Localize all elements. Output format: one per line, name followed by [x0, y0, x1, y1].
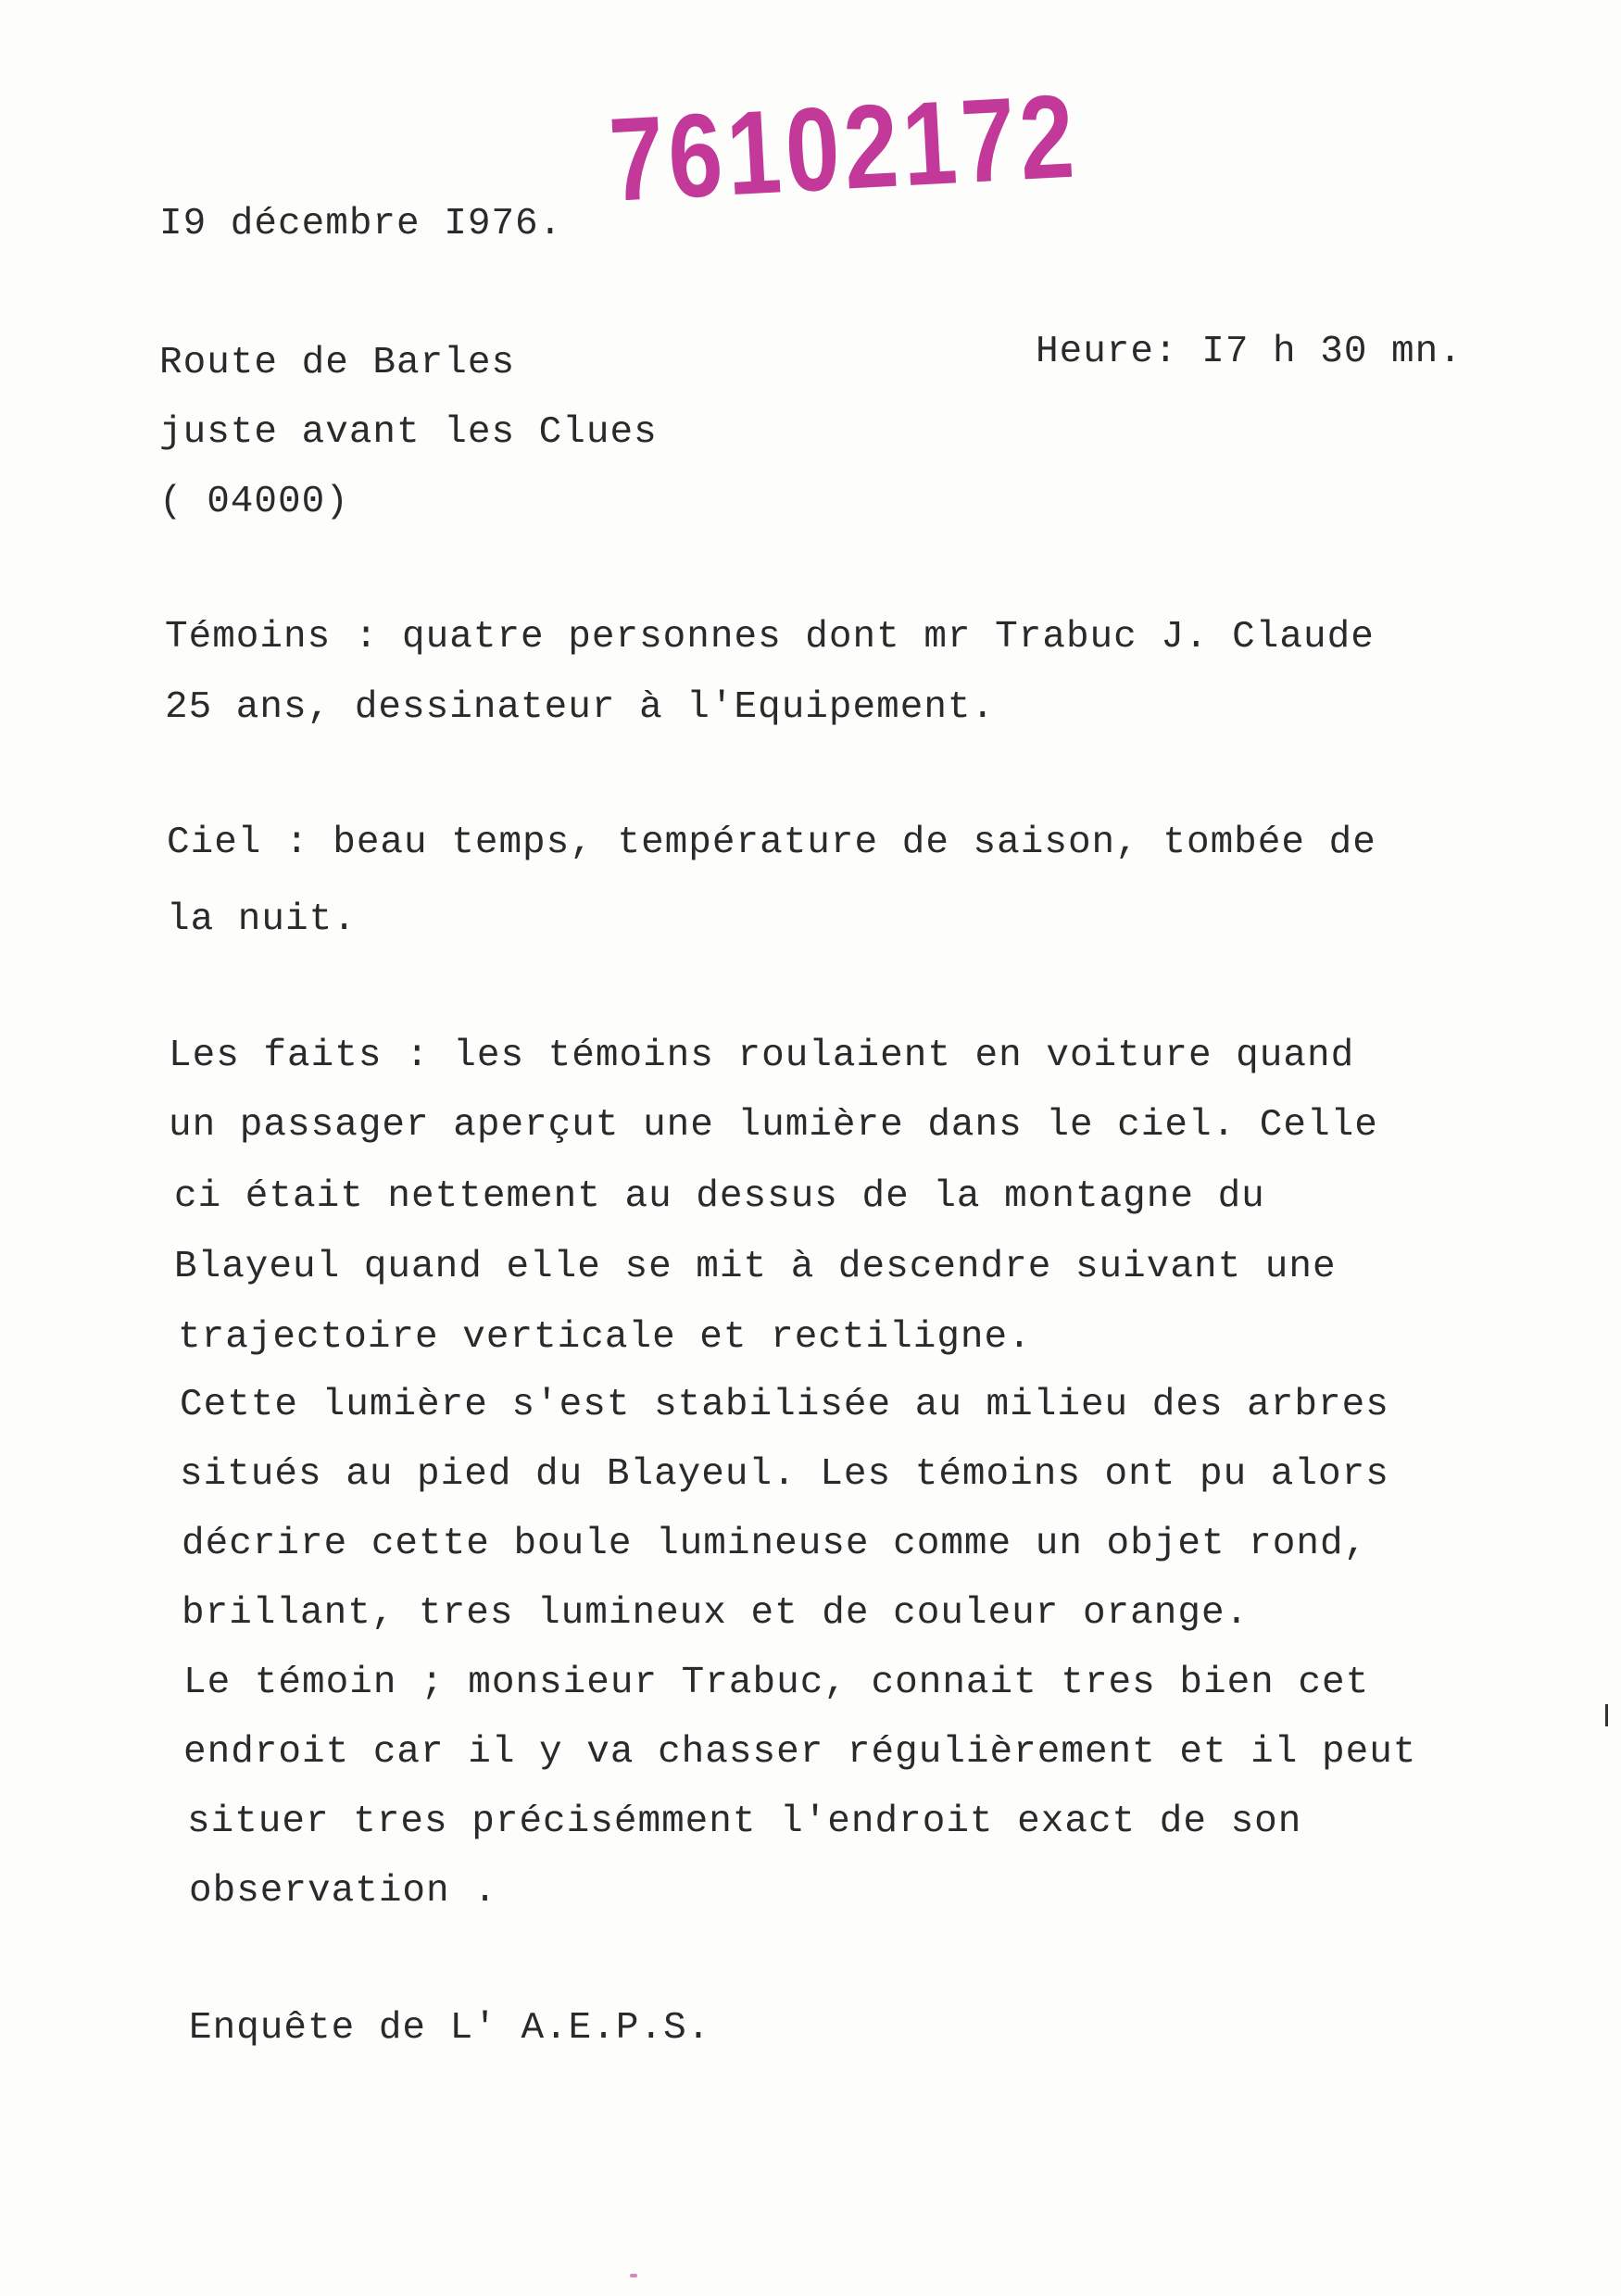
facts-line: observation .: [189, 1870, 497, 1913]
facts-line: brillant, tres lumineux et de couleur orange.: [182, 1592, 1250, 1635]
location-line-3: ( 04000): [159, 481, 349, 523]
facts-line: Blayeul quand elle se mit à descendre suivant une: [174, 1246, 1337, 1288]
facts-line: décrire cette boule lumineuse comme un objet rond,: [182, 1523, 1368, 1565]
facts-line: situer tres précisémment l'endroit exact de son: [187, 1800, 1302, 1843]
facts-line: ci était nettement au dessus de la montagne du: [174, 1175, 1265, 1218]
witnesses-line-1: Témoins : quatre personnes dont mr Trabuc J. Claude: [165, 616, 1375, 659]
location-line-1: Route de Barles: [159, 342, 516, 384]
facts-line: situés au pied du Blayeul. Les témoins ont pu alors: [180, 1453, 1389, 1496]
document-date: I9 décembre I976.: [159, 203, 563, 245]
location-line-2: juste avant les Clues: [159, 411, 658, 454]
facts-line: Le témoin ; monsieur Trabuc, connait tres bien cet: [183, 1662, 1370, 1704]
witnesses-line-2: 25 ans, dessinateur à l'Equipement.: [165, 686, 996, 729]
facts-line: Cette lumière s'est stabilisée au milieu des arbres: [180, 1384, 1389, 1426]
ink-speck: [630, 2274, 637, 2277]
facts-line: un passager aperçut une lumière dans le ciel. Celle: [169, 1104, 1378, 1147]
sky-line-1: Ciel : beau temps, température de saison, tombée de: [167, 822, 1376, 864]
sky-line-2: la nuit.: [167, 898, 357, 941]
facts-line: endroit car il y va chasser régulièrement et il peut: [183, 1731, 1417, 1774]
observation-time: Heure: I7 h 30 mn.: [1036, 331, 1463, 373]
reference-number-stamp: 76102172: [606, 69, 1082, 227]
investigation-signature: Enquête de L' A.E.P.S.: [189, 2007, 711, 2050]
facts-line: trajectoire verticale et rectiligne.: [178, 1316, 1032, 1359]
facts-line: Les faits : les témoins roulaient en voiture quand: [169, 1035, 1355, 1077]
edge-mark: [1605, 1704, 1608, 1726]
